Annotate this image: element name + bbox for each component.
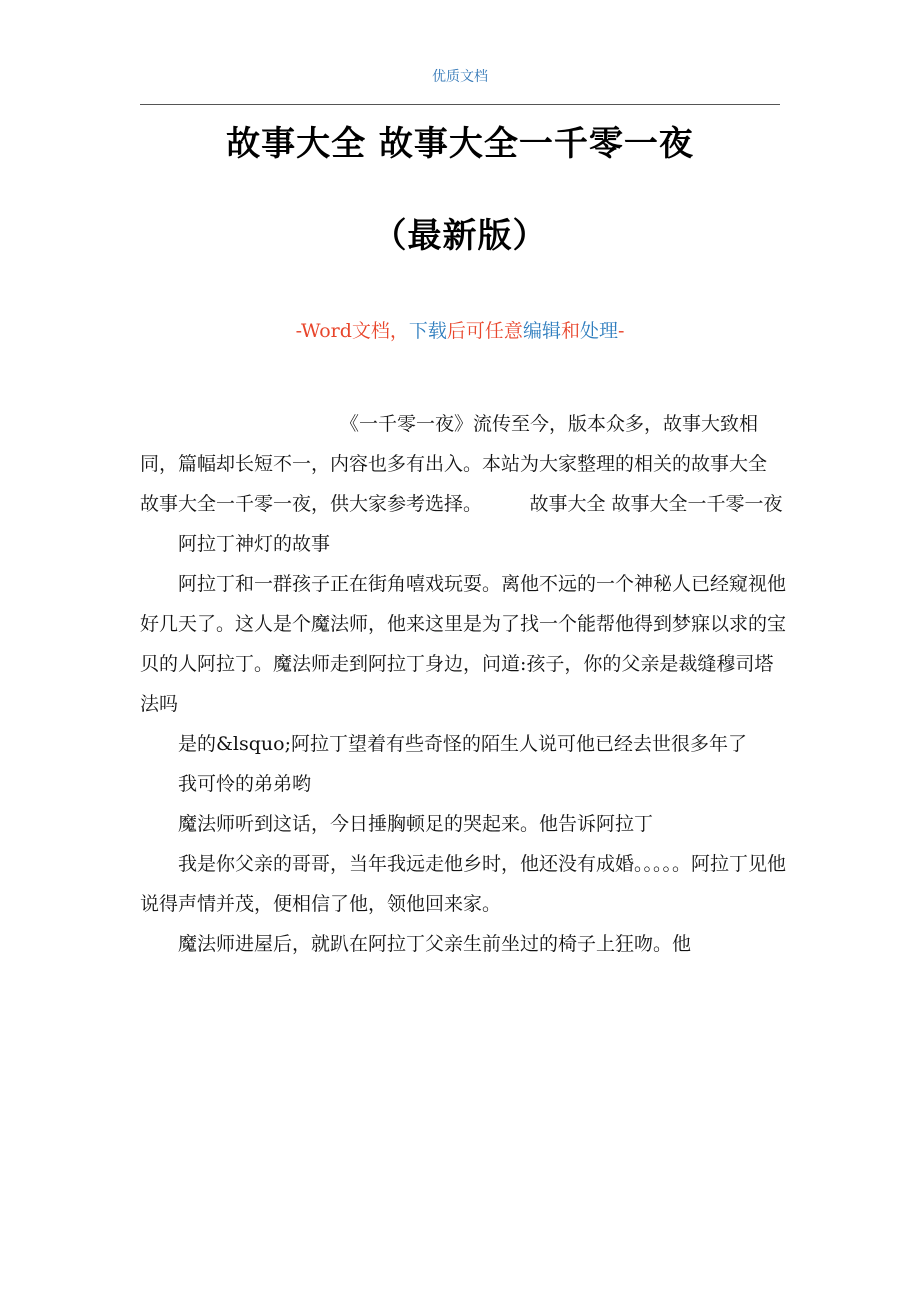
notice-segment: 文档， xyxy=(351,320,409,342)
story-heading: 阿拉丁神灯的故事 xyxy=(178,533,331,555)
document-title-edition: （最新版） xyxy=(372,216,548,256)
notice-segment: 编辑 xyxy=(522,320,561,342)
story-paragraph: 魔法师听到这话，今日捶胸顿足的哭起来。他告诉阿拉丁 xyxy=(178,813,654,835)
notice-segment: 下载 xyxy=(408,320,447,342)
story-paragraph: 我可怜的弟弟哟 xyxy=(178,773,312,795)
story-paragraph: 阿拉丁和一群孩子正在街角嘻戏玩耍。离他不远的一个神秘人已经窥视他好几天了。这人是个魔法师，他来这里是为了找一个能帮他得到梦寐以求的宝贝的人阿拉丁。魔法师走到阿拉丁身边，问道:孩子，你的父亲是裁缝穆司塔法吗 xyxy=(140,573,787,715)
intro-paragraph: 《一千零一夜》流传至今，版本众多，故事大致相同，篇幅却长短不一，内容也多有出入。本站为大家整理的相关的故事大全 故事大全一千零一夜，供大家参考选择。 故事大全 故事大全一千零一夜 xyxy=(140,413,783,515)
article-body xyxy=(140,404,790,964)
story-paragraph: 魔法师进屋后，就趴在阿拉丁父亲生前坐过的椅子上狂吻。他 xyxy=(178,933,692,955)
notice-segment: 处理 xyxy=(579,320,618,342)
notice-segment: 和 xyxy=(560,320,580,342)
editable-notice xyxy=(0,316,920,343)
story-paragraph: 是的&lsquo;阿拉丁望着有些奇怪的陌生人说可他已经去世很多年了 xyxy=(178,733,747,755)
notice-segment: - xyxy=(617,320,625,342)
document-title: 故事大全 故事大全一千零一夜 xyxy=(226,124,694,164)
notice-segment: 后可任意 xyxy=(446,320,523,342)
story-paragraph: 我是你父亲的哥哥，当年我远走他乡时，他还没有成婚。。。。。阿拉丁见他说得声情并茂，便相信了他，领他回来家。 xyxy=(140,853,787,915)
header-divider xyxy=(140,104,780,105)
page-header: 优质文档 xyxy=(432,69,488,85)
notice-segment: -Word xyxy=(295,320,352,342)
